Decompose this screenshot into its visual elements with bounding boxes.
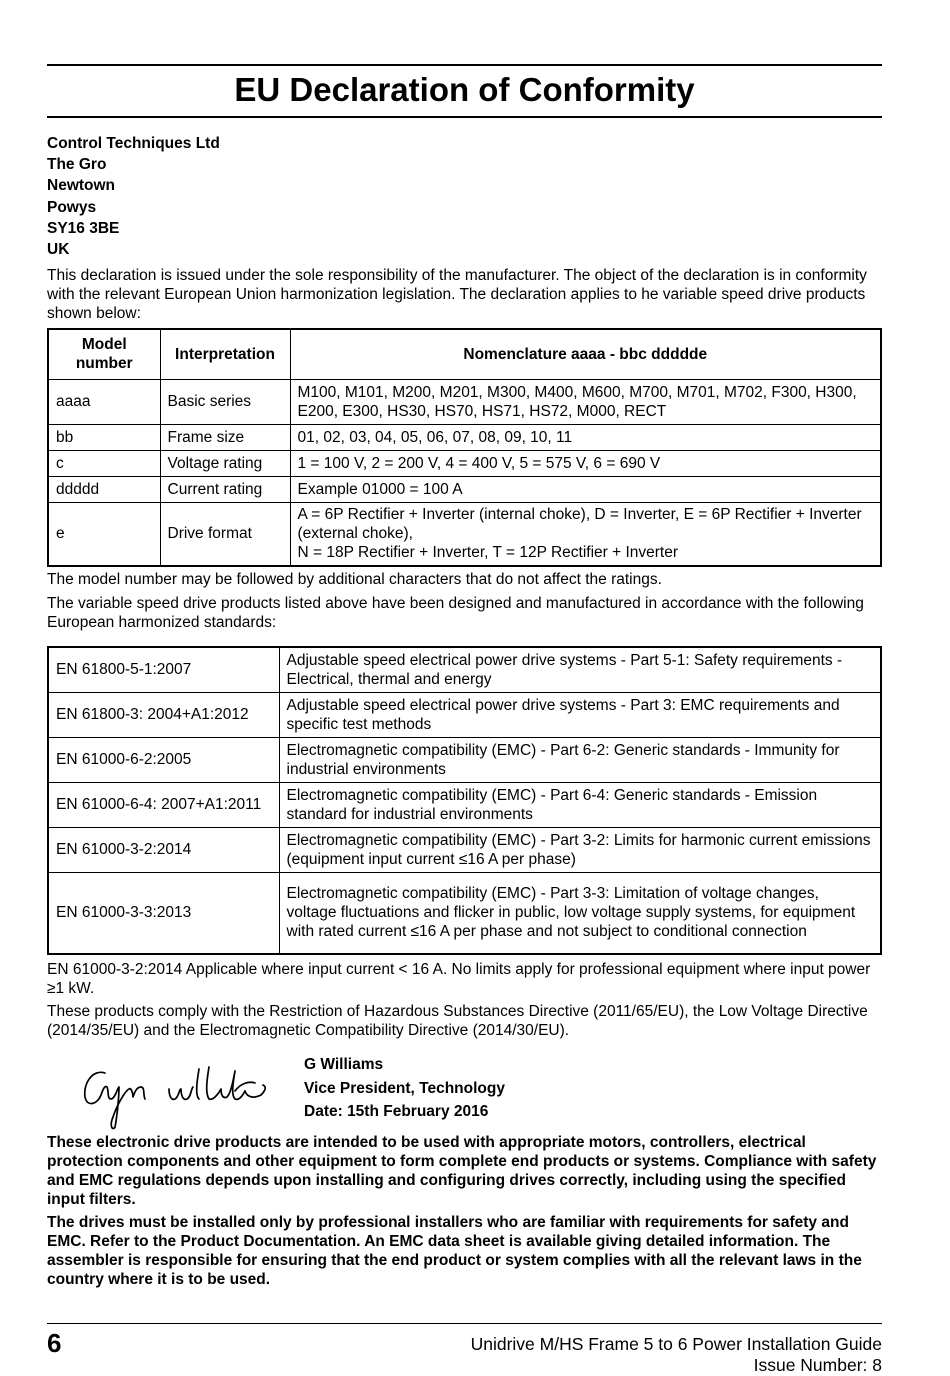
table-row xyxy=(48,379,881,424)
footer-info xyxy=(471,1334,882,1376)
table-row xyxy=(48,502,881,566)
standard-code: EN 61000-6-4: 2007+A1:2011 xyxy=(48,782,279,827)
issue-number: Issue Number: 8 xyxy=(753,1355,882,1375)
model-number-note: The model number may be followed by additional characters that do not affect the ratings. xyxy=(47,571,662,588)
standard-description: Electromagnetic compatibility (EMC) - Part 6-4: Generic standards - Emission standard for industrial environments xyxy=(279,782,881,827)
table-cell: e xyxy=(48,502,160,566)
table-cell: bb xyxy=(48,424,160,450)
document-title: Unidrive M/HS Frame 5 to 6 Power Installation Guide xyxy=(470,1334,882,1354)
table-row xyxy=(48,450,881,476)
table-row xyxy=(48,872,881,954)
standard-code: EN 61000-3-3:2013 xyxy=(48,872,279,954)
table-row xyxy=(48,737,881,782)
standard-description: Adjustable speed electrical power drive systems - Part 5-1: Safety requirements - Electrical, thermal and energy xyxy=(279,647,881,692)
footer-rule xyxy=(47,1323,882,1324)
signer-role: Vice President, Technology xyxy=(304,1079,505,1097)
signer-details xyxy=(304,1053,505,1124)
standard-description: Adjustable speed electrical power drive systems - Part 3: EMC requirements and specific test methods xyxy=(279,692,881,737)
table-row xyxy=(48,424,881,450)
address-line: Powys xyxy=(47,198,97,216)
table-row xyxy=(48,647,881,692)
handwritten-signature xyxy=(77,1061,277,1131)
table-cell: Basic series xyxy=(160,379,290,424)
standard-code: EN 61800-5-1:2007 xyxy=(48,647,279,692)
table-cell: aaaa xyxy=(48,379,160,424)
table-header-cell: Interpretation xyxy=(160,329,290,379)
top-rule xyxy=(47,64,882,66)
installer-notice: The drives must be installed only by professional installers who are familiar with requirements for safety and EMC. Refer to the Product Documentation. An EMC data sheet is available giving detailed information. The assembler is responsible for ensuring that the end product or system complies with all the relevant laws in the country where it is to be used. xyxy=(47,1214,862,1288)
model-nomenclature-table xyxy=(47,328,882,567)
table-row xyxy=(48,476,881,502)
table-row xyxy=(48,827,881,872)
table-cell: Frame size xyxy=(160,424,290,450)
standards-table xyxy=(47,646,882,955)
address-line: The Gro xyxy=(47,156,107,174)
table-cell: Example 01000 = 100 A xyxy=(290,476,881,502)
installation-notice: These electronic drive products are intended to be used with appropriate motors, controllers, electrical protection components and other equipment to form complete end products or systems. Compliance with safety and EMC regulations depends upon installing and configuring drives correctly, including using the specified input filters. xyxy=(47,1134,877,1208)
address-line: UK xyxy=(47,241,70,259)
applicability-note: EN 61000-3-2:2014 Applicable where input current < 16 A. No limits apply for professional equipment where input power ≥1 kW. xyxy=(47,961,871,997)
table-header-cell: Nomenclature aaaa - bbc ddddde xyxy=(290,329,881,379)
table-header-cell: Model number xyxy=(48,329,160,379)
table-cell: Current rating xyxy=(160,476,290,502)
page-number: 6 xyxy=(47,1328,62,1358)
standard-description: Electromagnetic compatibility (EMC) - Part 3-2: Limits for harmonic current emissions (equipment input current ≤16 A per phase) xyxy=(279,827,881,872)
address-line: Control Techniques Ltd xyxy=(47,135,220,152)
standards-intro-note: The variable speed drive products listed above have been designed and manufactured in accordance with the following European harmonized standards: xyxy=(47,595,864,631)
signer-name: G Williams xyxy=(304,1056,384,1073)
manufacturer-address xyxy=(47,133,220,260)
table-row xyxy=(48,692,881,737)
address-line: Newtown xyxy=(47,177,116,195)
intro-paragraph: This declaration is issued under the sole responsibility of the manufacturer. The object of the declaration is in conformity with the relevant European Union harmonization legislation. The declaration applies to he variable speed drive products shown below: xyxy=(47,267,867,322)
table-cell: 01, 02, 03, 04, 05, 06, 07, 08, 09, 10, 11 xyxy=(290,424,881,450)
table-cell: Voltage rating xyxy=(160,450,290,476)
page-title: EU Declaration of Conformity xyxy=(234,71,695,108)
directives-note: These products comply with the Restriction of Hazardous Substances Directive (2011/65/EU), the Low Voltage Directive (2014/35/EU) and the Electromagnetic Compatibility Directive (2014/30/EU). xyxy=(47,1003,868,1039)
table-header-row xyxy=(48,329,881,379)
table-cell: c xyxy=(48,450,160,476)
signature-block xyxy=(47,1053,882,1133)
standard-code: EN 61800-3: 2004+A1:2012 xyxy=(48,692,279,737)
table-cell: ddddd xyxy=(48,476,160,502)
standard-code: EN 61000-6-2:2005 xyxy=(48,737,279,782)
table-row xyxy=(48,782,881,827)
table-cell: 1 = 100 V, 2 = 200 V, 4 = 400 V, 5 = 575 V, 6 = 690 V xyxy=(290,450,881,476)
signature-date: Date: 15th February 2016 xyxy=(304,1103,489,1120)
table-cell: M100, M101, M200, M201, M300, M400, M600, M700, M701, M702, F300, H300, E200, E300, HS30, HS70, HS71, HS72, M000, RECT xyxy=(290,379,881,424)
address-line: SY16 3BE xyxy=(47,219,120,237)
title-rule xyxy=(47,116,882,118)
standard-description: Electromagnetic compatibility (EMC) - Part 3-3: Limitation of voltage changes, voltage fluctuations and flicker in public, low voltage supply systems, for equipment with rated current ≤16 A per phase and not subject to conditional connection xyxy=(279,872,881,954)
table-cell: A = 6P Rectifier + Inverter (internal choke), D = Inverter, E = 6P Rectifier + Inverter (external choke), N = 18P Rectifier + Inverter, T = 12P Rectifier + Inverter xyxy=(290,502,881,566)
standard-description: Electromagnetic compatibility (EMC) - Part 6-2: Generic standards - Immunity for industrial environments xyxy=(279,737,881,782)
standard-code: EN 61000-3-2:2014 xyxy=(48,827,279,872)
table-cell: Drive format xyxy=(160,502,290,566)
